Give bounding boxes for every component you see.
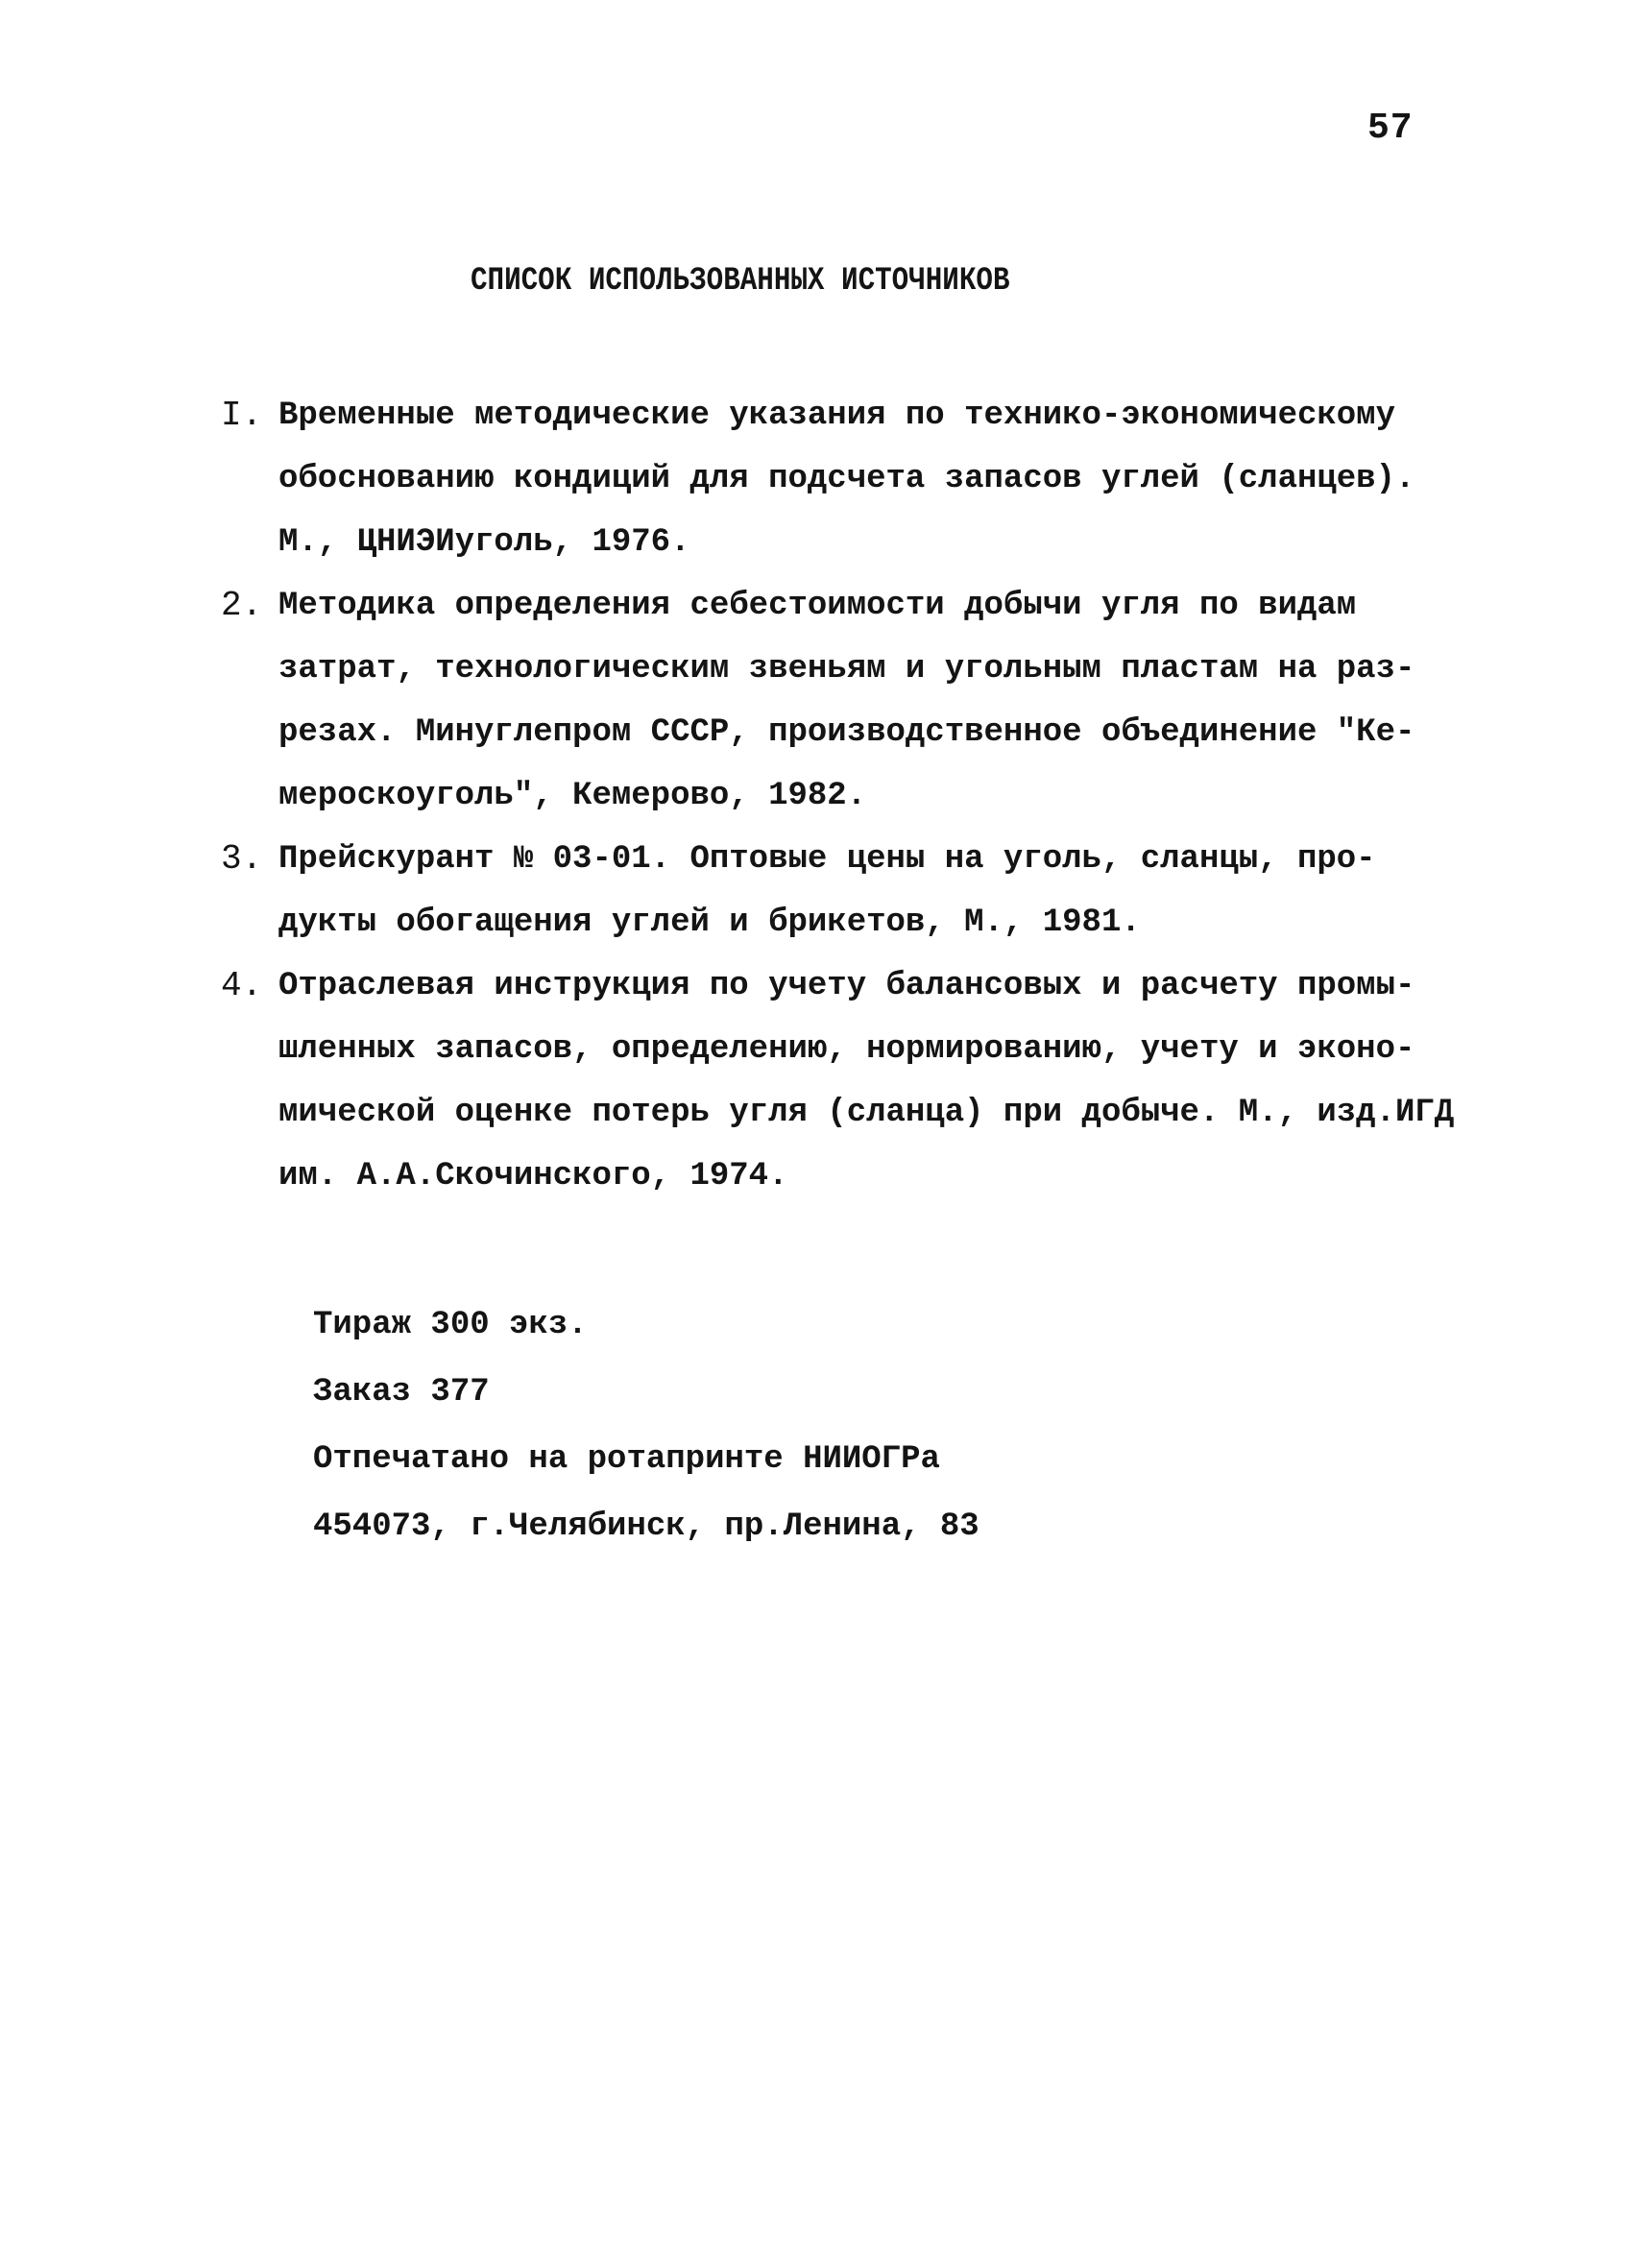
reference-number: 4. [221,966,263,1005]
reference-line: Отраслевая инструкция по учету балансовых и расчету промы- [278,968,1415,1004]
reference-line: затрат, технологическим звеньям и угольным пластам на раз- [278,651,1415,688]
reference-number: I. [221,396,263,435]
reference-line: им. А.А.Скочинского, 1974. [278,1158,788,1194]
imprint-printer: Отпечатано на ротапринте НИИОГРа [313,1441,940,1478]
reference-line: Прейскурант № 03-01. Оптовые цены на уголь, сланцы, про- [278,841,1376,878]
reference-line: Методика определения себестоимости добычи угля по видам [278,588,1357,624]
reference-item-4 [204,954,1455,1208]
imprint-order-number: Заказ 377 [313,1374,490,1411]
reference-line: дукты обогащения углей и брикетов, М., 1981. [278,905,1141,941]
reference-item-2 [204,574,1452,828]
imprint-print-run: Тираж 300 экз. [313,1307,588,1343]
reference-line: М., ЦНИЭИуголь, 1976. [278,524,690,561]
page-number: 57 [1367,108,1414,149]
imprint-address: 454073, г.Челябинск, пр.Ленина, 83 [313,1508,979,1545]
reference-line: обоснованию кондиций для подсчета запасов углей (сланцев). [278,461,1415,497]
reference-line: мероскоуголь", Кемерово, 1982. [278,778,867,814]
reference-line: резах. Минуглепром СССР, производственное объединение "Ке- [278,714,1415,751]
reference-line: Временные методические указания по технико-экономическому [278,398,1395,434]
reference-number: 3. [221,839,263,879]
reference-line: шленных запасов, определению, нормированию, учету и эконо- [278,1031,1415,1068]
reference-item-3 [204,828,1452,954]
reference-list [204,384,1455,1208]
reference-number: 2. [221,586,263,625]
print-imprint [313,1291,979,1560]
reference-item-1 [204,384,1452,574]
reference-line: мической оценке потерь угля (сланца) при добыче. М., изд.ИГД [278,1095,1455,1131]
page-title: СПИСОК ИСПОЛЬЗОВАННЫХ ИСТОЧНИКОВ [471,263,1010,300]
